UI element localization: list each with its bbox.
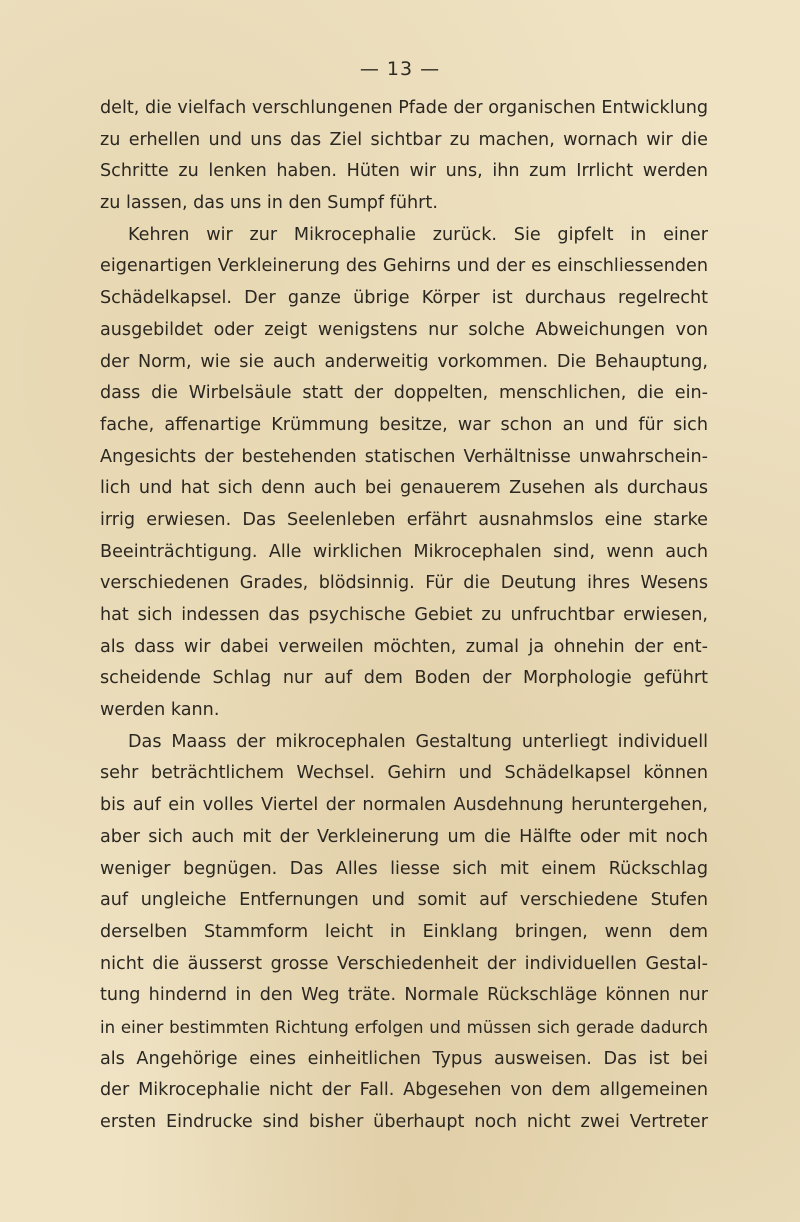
text-line: der Norm, wie sie auch anderweitig vorkommen. Die Behauptung,	[100, 351, 708, 372]
text-line: irrig erwiesen. Das Seelenleben erfährt ausnahmslos eine starke	[100, 509, 708, 530]
text-line: werden kann.	[100, 700, 220, 721]
text-line: verschiedenen Grades, blödsinnig. Für die Deutung ihres Wesens	[100, 573, 708, 594]
text-line: Schritte zu lenken haben. Hüten wir uns, ihn zum Irrlicht werden	[100, 161, 708, 182]
text-line: Angesichts der bestehenden statischen Verhältnisse unwahrschein-	[100, 446, 708, 467]
text-line: weniger begnügen. Das Alles liesse sich mit einem Rückschlag	[100, 858, 708, 879]
text-line: Kehren wir zur Mikrocephalie zurück. Sie gipfelt in einer	[128, 224, 708, 245]
text-line: delt, die vielfach verschlungenen Pfade der organischen Entwicklung	[100, 98, 709, 118]
text-line: dass die Wirbelsäule statt der doppelten, menschlichen, die ein-	[100, 383, 708, 404]
text-line: ausgebildet oder zeigt wenigstens nur solche Abweichungen von	[100, 319, 708, 340]
text-line: Beeinträchtigung. Alle wirklichen Mikrocephalen sind, wenn auch	[100, 541, 708, 562]
body-text	[100, 93, 708, 1139]
text-line: nicht die äusserst grosse Verschiedenheit der individuellen Gestal-	[100, 953, 708, 974]
text-line: Schädelkapsel. Der ganze übrige Körper ist durchaus regelrecht	[100, 288, 708, 309]
page-number: — 13 —	[359, 58, 441, 80]
text-line: eigenartigen Verkleinerung des Gehirns und der es einschliessenden	[100, 256, 708, 277]
text-line: lich und hat sich denn auch bei genauerem Zusehen als durchaus	[100, 478, 708, 499]
text-line: als dass wir dabei verweilen möchten, zumal ja ohnehin der ent-	[100, 636, 708, 657]
text-line: bis auf ein volles Viertel der normalen Ausdehnung heruntergehen,	[100, 795, 708, 816]
text-line: der Mikrocephalie nicht der Fall. Abgesehen von dem allgemeinen	[100, 1080, 708, 1101]
text-line: zu erhellen und uns das Ziel sichtbar zu machen, wornach wir die	[100, 129, 708, 150]
text-line: scheidende Schlag nur auf dem Boden der Morphologie geführt	[100, 668, 708, 689]
text-line: aber sich auch mit der Verkleinerung um die Hälfte oder mit noch	[100, 826, 708, 847]
text-line: ersten Eindrucke sind bisher überhaupt noch nicht zwei Vertreter	[100, 1112, 708, 1132]
text-line: fache, affenartige Krümmung besitze, war schon an und für sich	[100, 414, 708, 435]
text-line: Das Maass der mikrocephalen Gestaltung unterliegt individuell	[128, 731, 708, 752]
text-line: hat sich indessen das psychische Gebiet zu unfruchtbar erwiesen,	[100, 605, 708, 625]
text-line: als Angehörige eines einheitlichen Typus ausweisen. Das ist bei	[100, 1048, 708, 1069]
text-line: derselben Stammform leicht in Einklang bringen, wenn dem	[100, 921, 708, 942]
text-line: auf ungleiche Entfernungen und somit auf verschiedene Stufen	[100, 890, 708, 911]
text-line: zu lassen, das uns in den Sumpf führt.	[100, 193, 438, 214]
text-line: sehr beträchtlichem Wechsel. Gehirn und Schädelkapsel können	[100, 763, 708, 784]
text-line: in einer bestimmten Richtung erfolgen und müssen sich gerade dadurch	[100, 1017, 708, 1037]
text-line: tung hindernd in den Weg träte. Normale Rückschläge können nur	[100, 985, 708, 1006]
